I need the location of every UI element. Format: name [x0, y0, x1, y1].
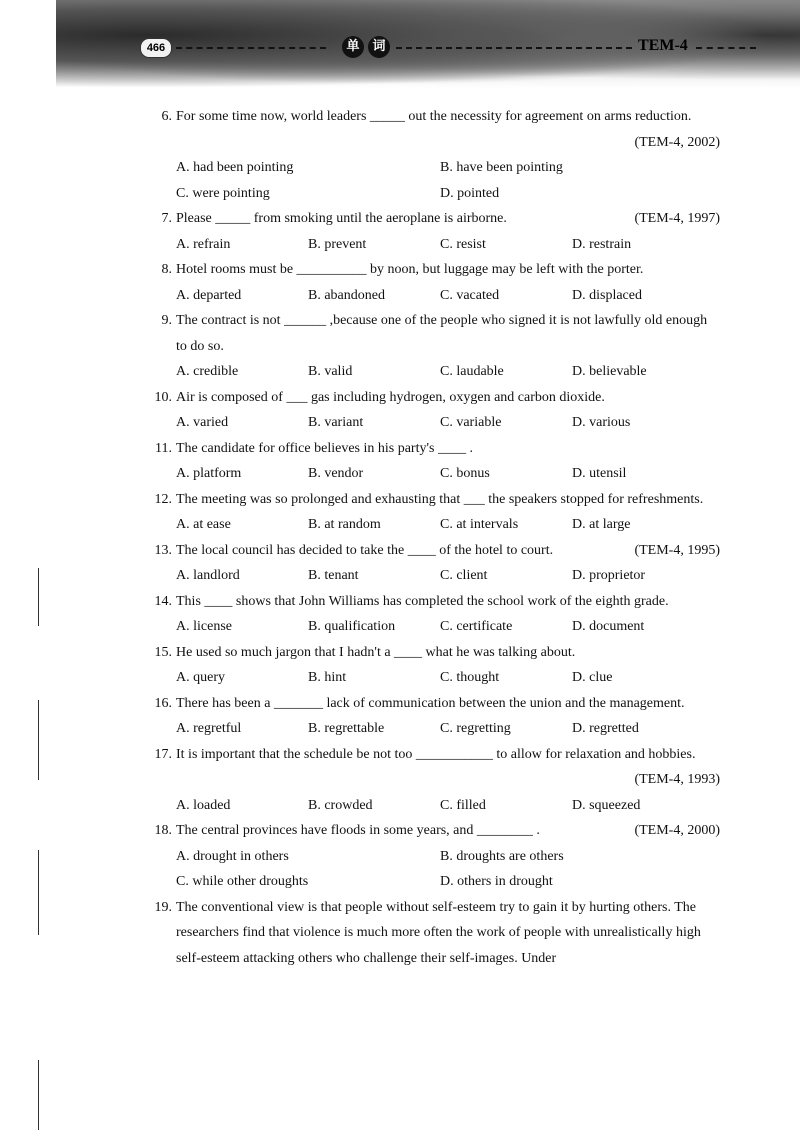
- question-stem-row: [140, 640, 720, 666]
- question-number: 16.: [154, 695, 172, 711]
- answer-option: D. squeezed: [572, 797, 641, 813]
- question-source: (TEM-4, 2002): [634, 134, 720, 150]
- answer-option: A. license: [176, 619, 232, 634]
- option-list: [140, 232, 720, 258]
- option-list: [140, 283, 720, 309]
- answer-option: D. document: [572, 619, 645, 634]
- answer-option: A. drought in others: [176, 848, 289, 864]
- answer-blank: ______: [284, 313, 327, 328]
- question-stem: [176, 487, 720, 513]
- question-stem-row: [140, 257, 720, 283]
- answer-option: A. query: [176, 670, 225, 685]
- option-list: [140, 359, 720, 385]
- question-number: 11.: [155, 440, 172, 456]
- answer-option: D. pointed: [440, 185, 500, 201]
- stem-text-before: He used so much jargon that I hadn't a: [176, 644, 391, 660]
- answer-option: B. abandoned: [308, 287, 385, 303]
- header-dash-line: [696, 47, 756, 49]
- answer-option: B. tenant: [308, 568, 359, 583]
- question-stem-row: [140, 818, 720, 844]
- answer-option: C. at intervals: [440, 517, 519, 532]
- answer-blank: ___________: [415, 746, 493, 762]
- answer-blank: _______: [273, 695, 323, 711]
- answer-option: A. departed: [176, 287, 242, 303]
- answer-blank: ____: [407, 542, 436, 558]
- answer-blank: ____: [437, 440, 466, 456]
- question-stem-row: [140, 691, 720, 717]
- question-stem-row: [140, 308, 720, 359]
- answer-option: A. had been pointing: [176, 160, 294, 175]
- stem-text-after: the speakers stopped for refreshments.: [488, 491, 704, 507]
- answer-blank: ___: [286, 389, 308, 405]
- question-list: [140, 104, 720, 971]
- option-list: [140, 793, 720, 819]
- answer-option: D. proprietor: [572, 568, 646, 583]
- answer-option: D. various: [572, 415, 631, 430]
- question-number: 7.: [161, 211, 172, 226]
- answer-option: A. platform: [176, 466, 242, 481]
- question-number: 18.: [154, 823, 172, 838]
- margin-line: [38, 1060, 39, 1130]
- stem-text-after: lack of communication between the union and the management.: [326, 695, 685, 711]
- answer-option: B. vendor: [308, 466, 364, 481]
- answer-option: C. laudable: [440, 364, 504, 379]
- stem-text-before: The contract is not: [176, 313, 281, 328]
- question-item: [140, 104, 720, 206]
- option-list: [140, 563, 720, 589]
- stem-text-before: The conventional view is that people without self-esteem try to gain it by hurting others. The researchers find that violence is much more often the work of people with unrealistically high self-esteem attacking others who challenge their self-images. Under: [176, 899, 701, 966]
- answer-option: B. droughts are others: [440, 848, 564, 864]
- stem-text-before: The central provinces have floods in some years, and: [176, 823, 474, 838]
- answer-option: D. displaced: [572, 287, 642, 303]
- answer-option: D. restrain: [572, 236, 632, 252]
- stem-text-before: There has been a: [176, 695, 271, 711]
- answer-option: A. loaded: [176, 797, 231, 813]
- question-stem: [176, 691, 720, 717]
- answer-blank: _____: [215, 211, 251, 226]
- answer-option: C. client: [440, 568, 488, 583]
- stem-text-before: It is important that the schedule be not too: [176, 746, 413, 762]
- option-list: [140, 614, 720, 640]
- question-source: (TEM-4, 1995): [634, 542, 720, 558]
- option-list: [140, 410, 720, 436]
- question-stem: [176, 257, 720, 283]
- answer-option: C. while other droughts: [176, 874, 309, 889]
- stem-text-after: what he was talking about.: [425, 644, 576, 660]
- answer-blank: ____: [204, 593, 233, 609]
- question-stem: [176, 640, 720, 666]
- stem-text-before: Please: [176, 211, 212, 226]
- stem-text-after: shows that John Williams has completed the school work of the eighth grade.: [235, 593, 669, 609]
- question-number: 12.: [154, 491, 172, 507]
- question-source: (TEM-4, 2000): [634, 823, 720, 838]
- page-header: [56, 0, 800, 88]
- question-stem-row: [140, 385, 720, 411]
- answer-option: A. varied: [176, 415, 229, 430]
- question-stem-row: [140, 742, 720, 793]
- answer-option: A. at ease: [176, 517, 231, 532]
- answer-option: B. crowded: [308, 797, 373, 813]
- answer-blank: ________: [476, 823, 533, 838]
- question-stem: [176, 589, 720, 615]
- question-source: (TEM-4, 1993): [634, 772, 720, 787]
- question-stem: [176, 104, 720, 155]
- stem-text-before: The candidate for office believes in his party's: [176, 440, 435, 456]
- option-list: [140, 461, 720, 487]
- answer-option: A. regretful: [176, 721, 242, 736]
- option-list: [140, 844, 720, 895]
- stem-text-before: This: [176, 593, 201, 609]
- question-item: [140, 538, 720, 589]
- question-item: [140, 818, 720, 895]
- stem-text-before: For some time now, world leaders: [176, 109, 367, 124]
- question-source: (TEM-4, 1997): [634, 211, 720, 226]
- stem-text-after: .: [469, 440, 473, 456]
- answer-option: A. refrain: [176, 236, 231, 252]
- question-stem: [176, 538, 720, 564]
- stem-text-before: Hotel rooms must be: [176, 262, 294, 277]
- answer-option: D. utensil: [572, 466, 627, 481]
- answer-blank: _____: [369, 109, 405, 124]
- answer-option: A. landlord: [176, 568, 240, 583]
- question-stem-row: [140, 538, 720, 564]
- stem-text-after: .: [536, 823, 540, 838]
- question-item: [140, 257, 720, 308]
- header-dash-line: [396, 47, 632, 49]
- question-number: 6.: [161, 109, 172, 124]
- question-item: [140, 436, 720, 487]
- question-item: [140, 691, 720, 742]
- answer-option: C. thought: [440, 670, 500, 685]
- answer-option: B. regrettable: [308, 721, 385, 736]
- question-item: [140, 487, 720, 538]
- stem-text-before: Air is composed of: [176, 389, 283, 405]
- answer-option: C. variable: [440, 415, 502, 430]
- stem-text-after: ,because one of the people who signed it is not lawfully old enough to do so.: [176, 313, 708, 354]
- question-item: [140, 385, 720, 436]
- answer-option: D. at large: [572, 517, 631, 532]
- answer-option: C. filled: [440, 797, 486, 813]
- answer-option: D. clue: [572, 670, 613, 685]
- question-stem-row: [140, 589, 720, 615]
- answer-option: B. prevent: [308, 236, 367, 252]
- answer-option: B. valid: [308, 364, 353, 379]
- answer-option: A. credible: [176, 364, 239, 379]
- header-dash-line: [176, 47, 326, 49]
- answer-option: C. resist: [440, 236, 486, 252]
- answer-option: D. believable: [572, 364, 647, 379]
- margin-line: [38, 850, 39, 935]
- question-number: 8.: [161, 262, 172, 277]
- header-char-2: 词: [368, 36, 390, 58]
- question-stem: [176, 206, 720, 232]
- answer-option: B. have been pointing: [440, 160, 563, 175]
- question-stem: [176, 818, 720, 844]
- answer-option: C. bonus: [440, 466, 490, 481]
- answer-option: C. vacated: [440, 287, 500, 303]
- question-number: 19.: [154, 899, 172, 915]
- margin-line: [38, 700, 39, 780]
- answer-option: C. were pointing: [176, 185, 270, 201]
- stem-text-after: of the hotel to court.: [439, 542, 554, 558]
- option-list: [140, 512, 720, 538]
- question-item: [140, 589, 720, 640]
- answer-option: B. hint: [308, 670, 347, 685]
- stem-text-after: to allow for relaxation and hobbies.: [496, 746, 696, 762]
- page-number: 466: [140, 38, 172, 58]
- answer-option: C. certificate: [440, 619, 513, 634]
- question-stem: [176, 308, 720, 359]
- question-number: 13.: [154, 542, 172, 558]
- answer-option: C. regretting: [440, 721, 511, 736]
- question-stem-row: [140, 436, 720, 462]
- question-stem: [176, 385, 720, 411]
- answer-blank: ____: [394, 644, 423, 660]
- question-item: [140, 206, 720, 257]
- stem-text-after: by noon, but luggage may be left with the porter.: [370, 262, 644, 277]
- question-number: 10.: [154, 389, 172, 405]
- question-number: 15.: [154, 644, 172, 660]
- question-stem-row: [140, 895, 720, 972]
- answer-option: D. others in drought: [440, 874, 553, 889]
- exam-label: TEM-4: [638, 37, 688, 54]
- answer-option: D. regretted: [572, 721, 639, 736]
- answer-option: B. at random: [308, 517, 381, 532]
- question-item: [140, 895, 720, 972]
- stem-text-after: gas including hydrogen, oxygen and carbon dioxide.: [310, 389, 605, 405]
- stem-text-before: The meeting was so prolonged and exhausting that: [176, 491, 461, 507]
- option-list: [140, 155, 720, 206]
- question-stem: [176, 436, 720, 462]
- question-number: 14.: [154, 593, 172, 609]
- answer-option: B. qualification: [308, 619, 396, 634]
- option-list: [140, 665, 720, 691]
- stem-text-before: The local council has decided to take the: [176, 542, 405, 558]
- answer-blank: ___: [463, 491, 485, 507]
- option-list: [140, 716, 720, 742]
- question-item: [140, 742, 720, 819]
- question-number: 17.: [154, 746, 172, 762]
- answer-option: B. variant: [308, 415, 364, 430]
- margin-line: [38, 568, 39, 626]
- question-stem: [176, 742, 720, 793]
- stem-text-after: from smoking until the aeroplane is airborne.: [253, 211, 507, 226]
- question-item: [140, 640, 720, 691]
- header-char-1: 单: [342, 36, 364, 58]
- answer-blank: __________: [296, 262, 367, 277]
- question-number: 9.: [161, 313, 172, 328]
- question-stem-row: [140, 206, 720, 232]
- question-stem: [176, 895, 720, 972]
- question-stem-row: [140, 487, 720, 513]
- stem-text-after: out the necessity for agreement on arms reduction.: [408, 109, 692, 124]
- question-stem-row: [140, 104, 720, 155]
- question-item: [140, 308, 720, 385]
